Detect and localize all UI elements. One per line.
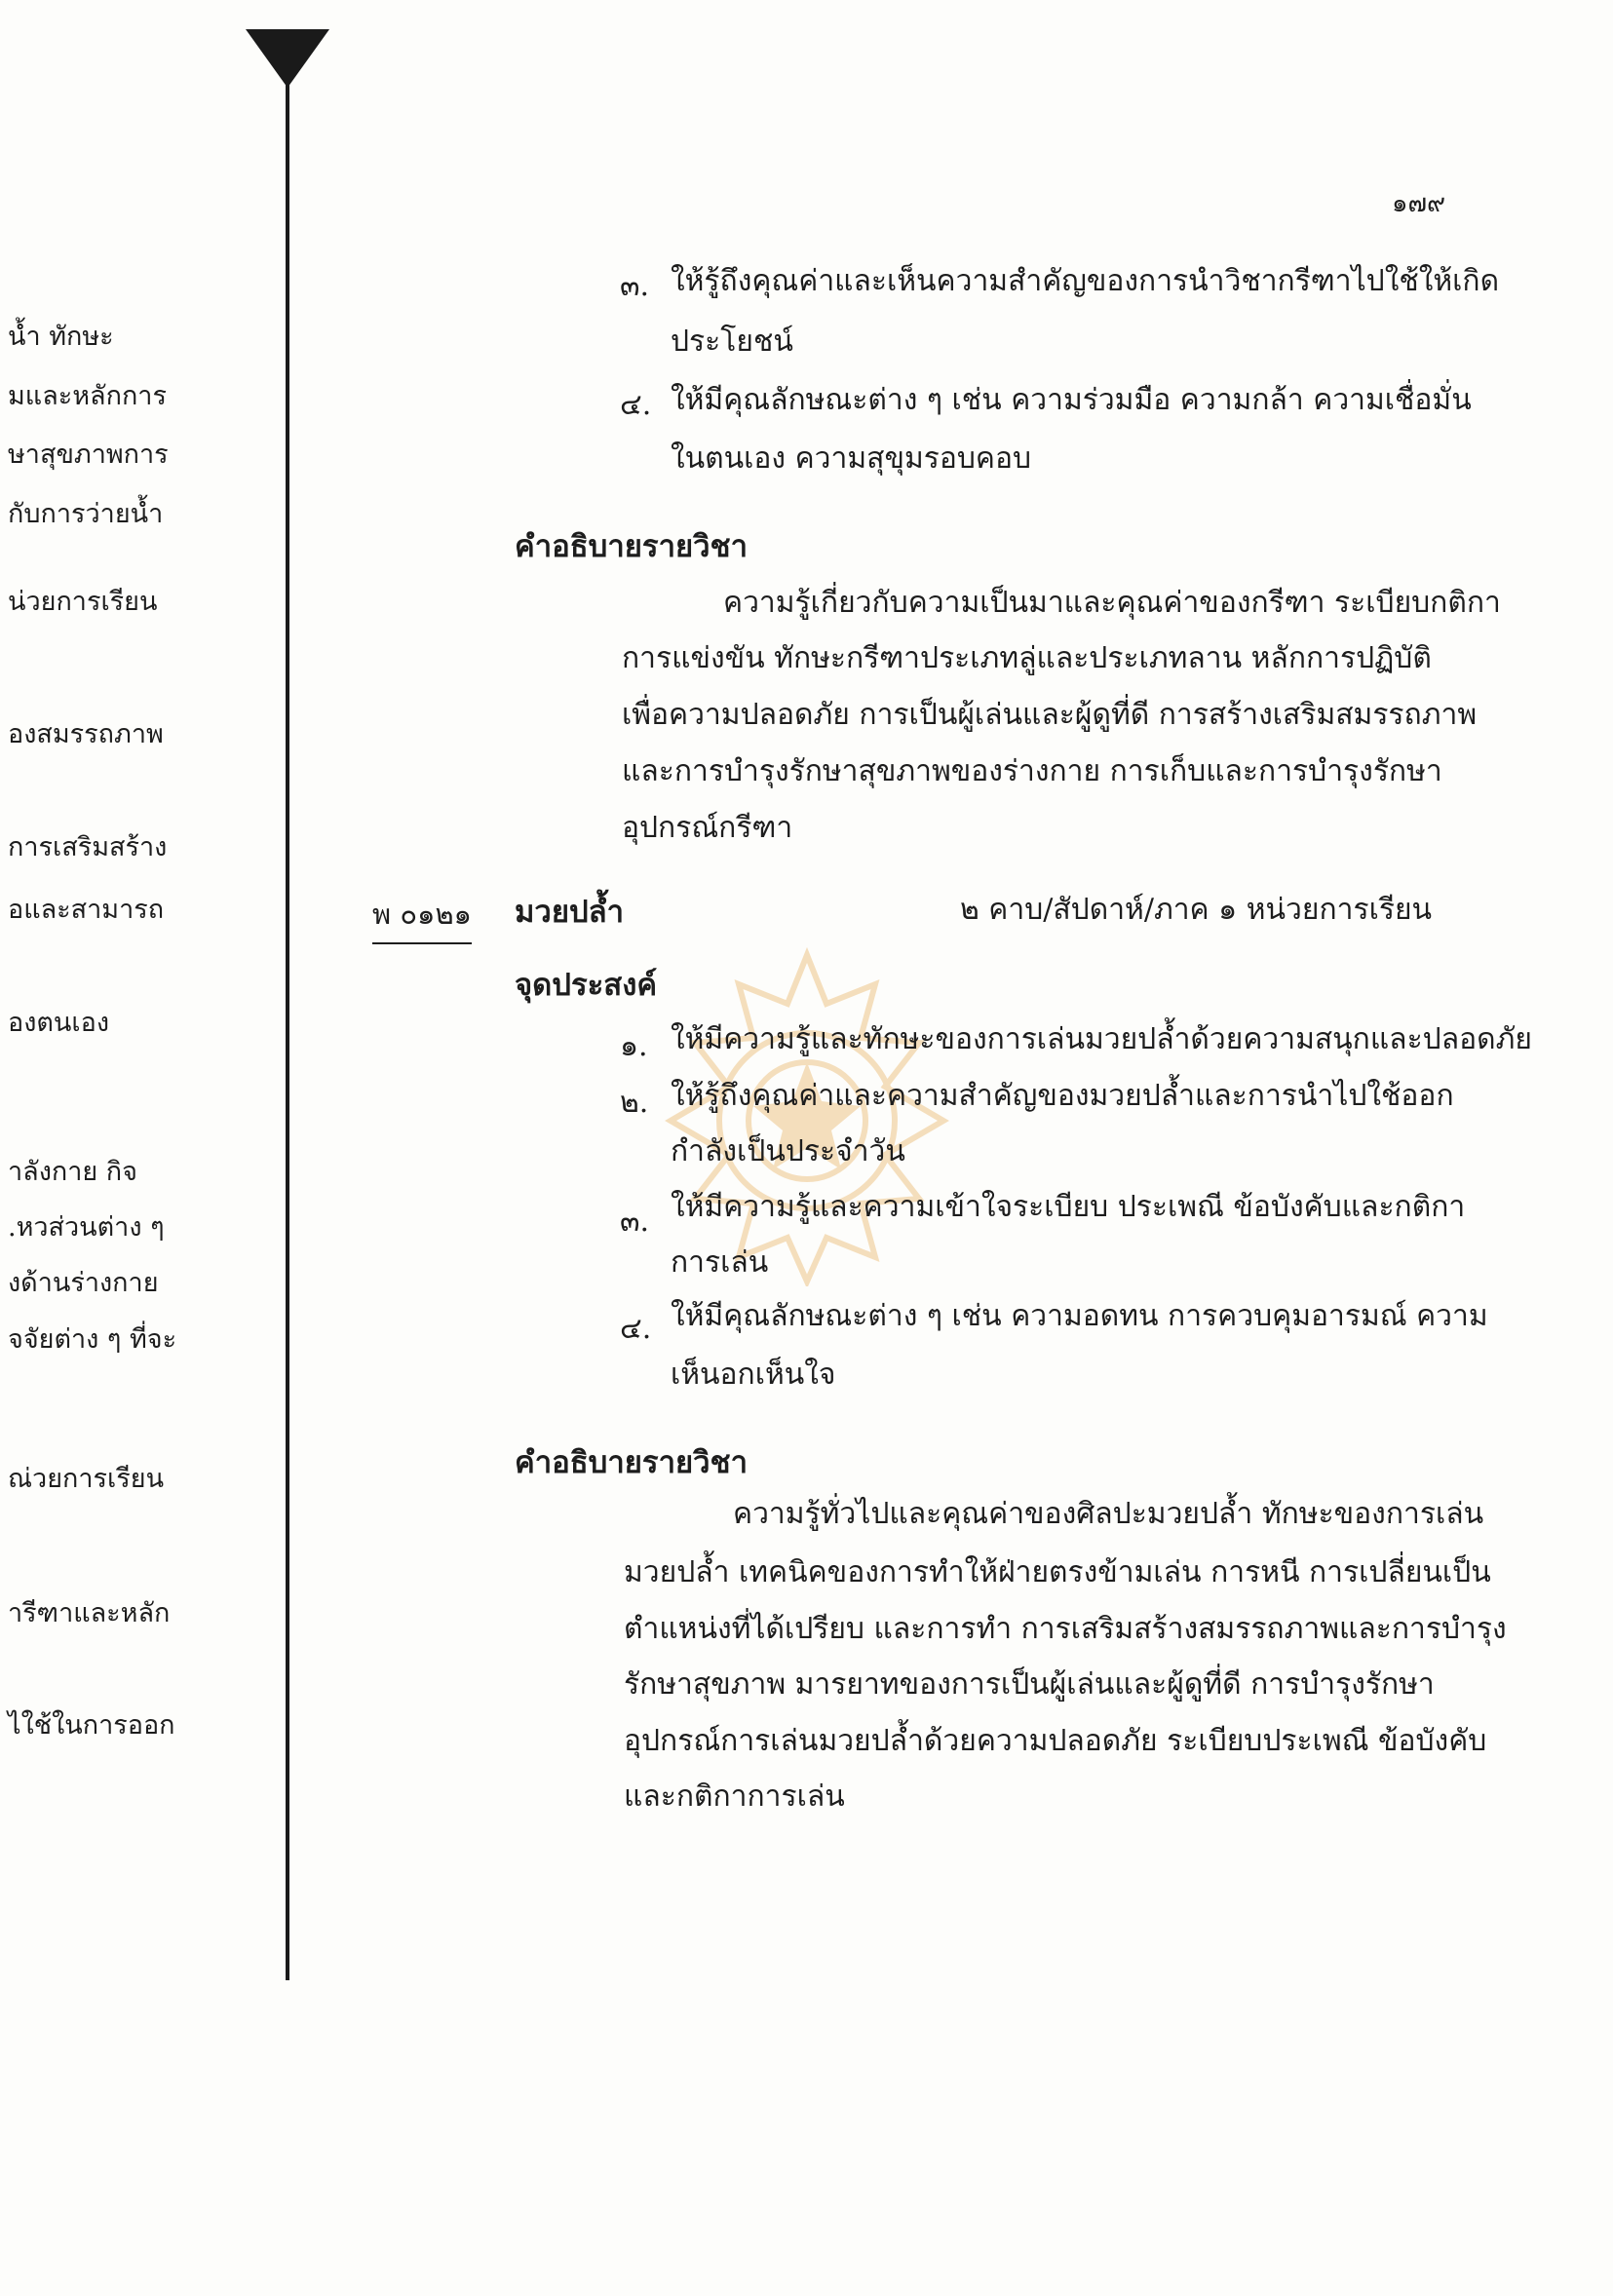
page-number: ๑๗๙ <box>1392 189 1446 218</box>
description-line: รักษาสุขภาพ มารยาทของการเป็นผู้เล่นและผู้ดูที่ดี การบำรุงรักษา <box>624 1667 1435 1702</box>
objective-text: ให้มีคุณลักษณะต่าง ๆ เช่น ความร่วมมือ ความกล้า ความเชื่อมั่น <box>671 383 1472 417</box>
section-heading: คำอธิบายรายวิชา <box>515 529 749 564</box>
left-fragment: งด้านร่างกาย <box>8 1268 159 1298</box>
description-line: มวยปล้ำ เทคนิคของการทำให้ฝ่ายตรงข้ามเล่น การหนี การเปลี่ยนเป็น <box>624 1555 1491 1589</box>
course-code: พ ๐๑๒๑ <box>372 892 472 944</box>
objective-text: ให้มีความรู้และความเข้าใจระเบียบ ประเพณี ข้อบังคับและกติกา <box>671 1190 1466 1224</box>
left-fragment: การเสริมสร้าง <box>8 832 168 862</box>
objective-text: ให้มีคุณลักษณะต่าง ๆ เช่น ความอดทน การควบคุมอารมณ์ ความ <box>671 1299 1488 1333</box>
objective-text: กำลังเป็นประจำวัน <box>671 1134 905 1168</box>
objective-number: ๒. <box>620 1086 649 1120</box>
left-fragment: ารีฑาและหลัก <box>8 1598 171 1628</box>
left-fragment: น้ำ ทักษะ <box>8 322 114 352</box>
objective-number: ๑. <box>620 1029 648 1063</box>
objective-text: เห็นอกเห็นใจ <box>671 1358 836 1392</box>
objective-text: ประโยชน์ <box>671 325 793 359</box>
objective-text: ให้มีความรู้และทักษะของการเล่นมวยปล้ำด้วยความสนุกและปลอดภัย <box>671 1022 1532 1056</box>
objective-number: ๓. <box>620 1205 650 1239</box>
description-line: อุปกรณ์กรีฑา <box>622 811 793 845</box>
objective-number: ๓. <box>620 269 650 303</box>
left-fragment: าลังกาย กิจ <box>8 1157 137 1187</box>
description-line: และกติกาการเล่น <box>624 1779 845 1814</box>
section-heading: คำอธิบายรายวิชา <box>515 1445 749 1480</box>
description-line: เพื่อความปลอดภัย การเป็นผู้เล่นและผู้ดูที่ดี การสร้างเสริมสมรรถภาพ <box>622 698 1478 732</box>
section-heading: จุดประสงค์ <box>515 968 658 1003</box>
left-fragment: .หวส่วนต่าง ๆ <box>8 1212 165 1243</box>
description-line: อุปกรณ์การเล่นมวยปล้ำด้วยความปลอดภัย ระเบียบประเพณี ข้อบังคับ <box>624 1724 1487 1758</box>
objective-text: ให้รู้ถึงคุณค่าและความสำคัญของมวยปล้ำและการนำไปใช้ออก <box>671 1079 1454 1113</box>
objective-text: ในตนเอง ความสุขุมรอบคอบ <box>671 441 1032 476</box>
left-fragment: อและสามารถ <box>8 895 165 925</box>
objective-number: ๔. <box>620 1312 652 1346</box>
left-fragment: มและหลักการ <box>8 381 167 411</box>
objective-text: การเล่น <box>671 1245 769 1280</box>
left-fragment: ษาสุขภาพการ <box>8 440 169 470</box>
description-line: การแข่งขัน ทักษะกรีฑาประเภทลู่และประเภทลาน หลักการปฏิบัติ <box>622 641 1432 675</box>
objective-number: ๔. <box>620 388 652 422</box>
left-fragment: น่วยการเรียน <box>8 587 158 617</box>
course-hours: ๒ คาบ/สัปดาห์/ภาค ๑ หน่วยการเรียน <box>960 893 1433 927</box>
left-fragment: กับการว่ายน้ำ <box>8 499 164 529</box>
objective-text: ให้รู้ถึงคุณค่าและเห็นความสำคัญของการนำวิชากรีฑาไปใช้ให้เกิด <box>671 264 1500 298</box>
left-fragment: ไใช้ในการออก <box>8 1710 175 1741</box>
left-fragment: องตนเอง <box>8 1008 110 1038</box>
description-line: ความรู้ทั่วไปและคุณค่าของศิลปะมวยปล้ำ ทักษะของการเล่น <box>733 1497 1484 1531</box>
gutter-line <box>286 31 289 1980</box>
left-fragment: ณ่วยการเรียน <box>8 1464 165 1494</box>
description-line: และการบำรุงรักษาสุขภาพของร่างกาย การเก็บและการบำรุงรักษา <box>622 754 1442 788</box>
course-title: มวยปล้ำ <box>515 895 625 930</box>
description-line: ตำแหน่งที่ได้เปรียบ และการทำ การเสริมสร้างสมรรถภาพและการบำรุง <box>624 1612 1507 1646</box>
left-fragment: จจัยต่าง ๆ ที่จะ <box>8 1324 177 1355</box>
description-line: ความรู้เกี่ยวกับความเป็นมาและคุณค่าของกรีฑา ระเบียบกติกา <box>723 586 1501 620</box>
left-fragment: องสมรรถภาพ <box>8 719 164 749</box>
